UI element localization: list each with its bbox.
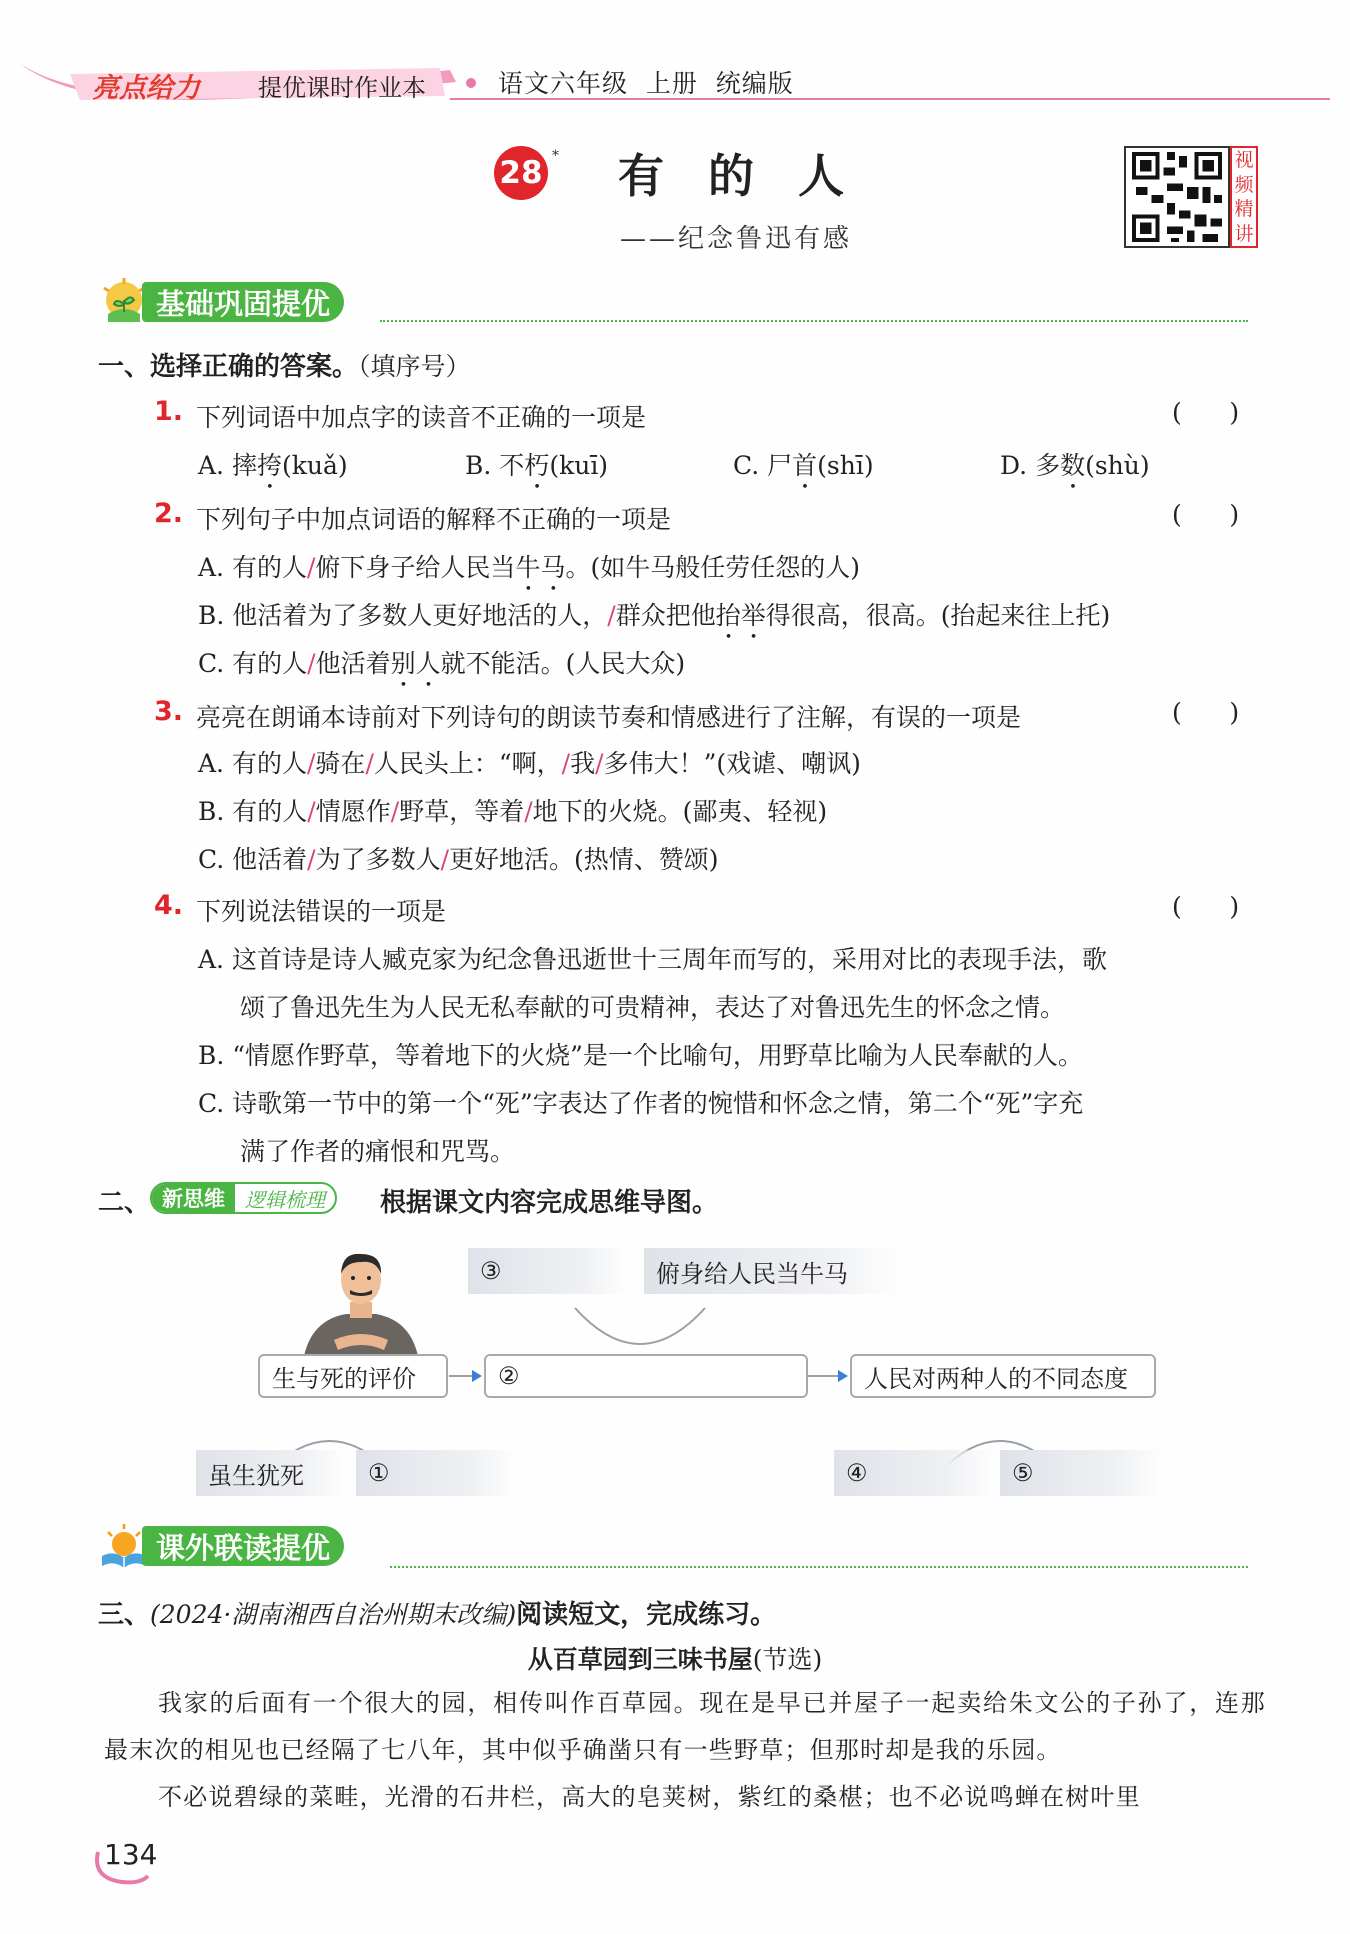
option-b[interactable]: B. “情愿作野草，等着地下的火烧”是一个比喻句，用野草比喻为人民奉献的人。 [198,1041,1083,1070]
mindmap-node-4[interactable]: ④ [834,1450,994,1496]
section-banner-label: 课外联读提优 [142,1526,344,1566]
qr-code-icon[interactable] [1124,146,1230,248]
section-banner-extended-reading [100,1524,344,1568]
lu-xun-portrait-icon [298,1250,424,1356]
mindmap-attitude-node: 人民对两种人的不同态度 [850,1354,1156,1398]
question-text: 下列词语中加点字的读音不正确的一项是 [196,403,647,432]
option-a[interactable]: A. 这首诗是诗人臧克家为纪念鲁迅逝世十三周年而写的，采用对比的表现手法，歌 [198,945,1107,974]
option-c[interactable]: C. 有的人/他活着别人就不能活。(人民大众) [198,649,686,678]
section-banner-basics [100,280,344,324]
option-c[interactable]: C. 他活着/为了多数人/更好地活。(热情、赞颂) [198,845,719,874]
option-a[interactable]: A. 摔挎(kuǎ) [198,451,348,480]
question-text: 亮亮在朗诵本诗前对下列诗句的朗读节奏和情感进行了注解，有误的一项是 [196,703,1022,732]
mindmap-node-3-partner: 俯身给人民当牛马 [644,1248,900,1294]
part3-heading: 三、(2024·湖南湘西自治州期末改编)阅读短文，完成练习。 [98,1600,777,1630]
grade-label: 语文六年级 上册 统编版 [498,69,794,98]
series-name: 提优课时作业本 [258,74,426,102]
mindmap-root-node: 生与死的评价 [258,1354,448,1398]
part2-prefix: 二、 [98,1188,151,1218]
video-lesson-label[interactable]: 视频精讲 [1230,146,1258,248]
brand-name: 亮点给力 [92,73,200,104]
header-dot [466,78,476,88]
answer-bracket[interactable]: ( ) [1172,398,1240,427]
question-number: 4. [154,890,184,921]
mindmap-node-3[interactable]: ③ [468,1248,628,1294]
section-banner-label: 基础巩固提优 [142,282,344,322]
page-number: 134 [104,1838,158,1871]
option-b[interactable]: B. 他活着为了多数人更好地活的人，/群众把他抬举得很高，很高。(抬起来往上托) [198,601,1111,630]
question-text: 下列说法错误的一项是 [196,897,447,926]
question-number: 2. [154,498,184,529]
lesson-subtitle: ——纪念鲁迅有感 [620,224,853,254]
section-divider [390,1566,1248,1568]
lesson-star: * [552,148,559,164]
sprout-icon [100,278,148,326]
mindmap-node-5[interactable]: ⑤ [1000,1450,1162,1496]
badge-label-a: 新思维 [152,1184,235,1212]
badge-label-b: 逻辑梳理 [245,1187,325,1212]
open-book-icon [100,1522,148,1570]
option-c-continued: 满了作者的痛恨和咒骂。 [240,1137,516,1166]
article-paragraph: 我家的后面有一个很大的园，相传叫作百草园。现在是早已并屋子一起卖给朱文公的子孙了，连那最末次的相见也已经隔了七八年，其中似乎确凿只有一些野草；但那时却是我的乐园。 [104,1689,1266,1764]
option-c[interactable]: C. 尸首(shī) [733,451,874,480]
part2-heading: 根据课文内容完成思维导图。 [380,1188,719,1218]
article-paragraph: 不必说碧绿的菜畦，光滑的石井栏，高大的皂荚树，紫红的桑椹；也不必说鸣蝉在树叶里 [158,1783,1141,1811]
option-a[interactable]: A. 有的人/俯下身子给人民当牛马。(如牛马般任劳任怨的人) [198,553,860,582]
answer-bracket[interactable]: ( ) [1172,500,1240,529]
option-b[interactable]: B. 有的人/情愿作/野草，等着/地下的火烧。(鄙夷、轻视) [198,797,828,826]
lesson-title: 有的人 [618,149,888,203]
answer-bracket[interactable]: ( ) [1172,892,1240,921]
option-a[interactable]: A. 有的人/骑在/人民头上：“啊，/我/多伟大！”(戏谑、嘲讽) [198,749,861,778]
question-number: 3. [154,696,184,727]
page-header [20,50,1330,110]
question-number: 1. [154,396,184,427]
new-thinking-badge [150,1182,337,1214]
option-d[interactable]: D. 多数(shù) [1000,451,1150,480]
mindmap-node-alive-dead: 虽生犹死 [196,1450,344,1496]
part1-heading: 一、选择正确的答案。（填序号） [98,352,471,382]
option-c[interactable]: C. 诗歌第一节中的第一个“死”字表达了作者的惋惜和怀念之情，第二个“死”字充 [198,1089,1084,1118]
section-divider [380,320,1248,322]
question-text: 下列句子中加点词语的解释不正确的一项是 [196,505,672,534]
mindmap-node-2[interactable]: ② [484,1354,808,1398]
mindmap-node-1[interactable]: ① [356,1450,516,1496]
option-b[interactable]: B. 不朽(kuī) [465,451,609,480]
lesson-number-badge: 28 [494,146,548,200]
option-a-continued: 颂了鲁迅先生为人民无私奉献的可贵精神，表达了对鲁迅先生的怀念之情。 [240,993,1066,1022]
article-title: 从百草园到三味书屋(节选) [527,1645,823,1674]
answer-bracket[interactable]: ( ) [1172,698,1240,727]
